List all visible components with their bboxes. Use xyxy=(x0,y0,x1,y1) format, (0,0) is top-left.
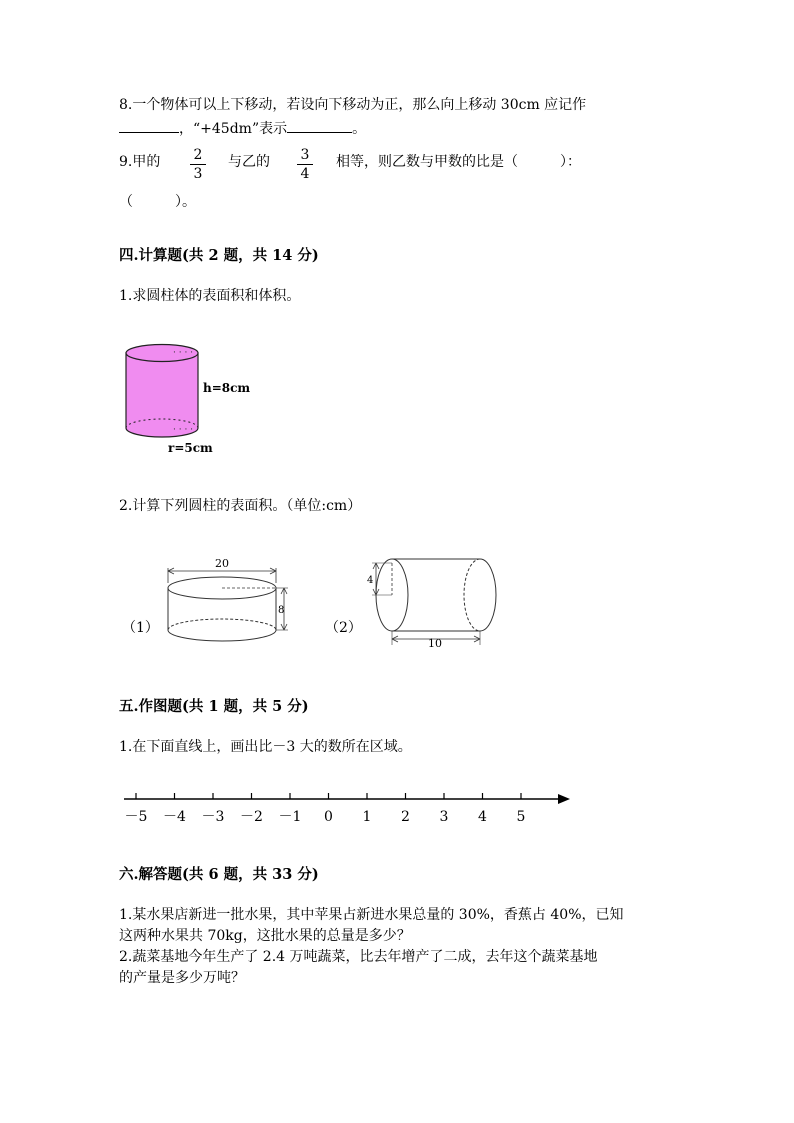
cylinder-height-label: h=8cm xyxy=(203,381,251,395)
section4-title: 四.计算题(共 2 题，共 14 分) xyxy=(119,247,319,264)
dots-top: · · · · xyxy=(173,348,194,358)
diameter-label: 4 xyxy=(367,575,374,586)
section5-title: 五.作图题(共 1 题，共 5 分) xyxy=(119,698,309,715)
number-line-tick-label: 4 xyxy=(478,809,487,825)
section4-q2: 2.计算下列圆柱的表面积。（单位:cm） xyxy=(119,498,362,514)
q9-mid: 与乙的 xyxy=(228,154,270,170)
fraction-bar xyxy=(297,164,313,165)
number-line-tick-label: －5 xyxy=(124,809,148,825)
fraction-denominator: 3 xyxy=(193,166,203,182)
answer-blank[interactable] xyxy=(287,118,352,133)
fraction-denominator: 4 xyxy=(300,166,310,182)
q9-fraction-2 xyxy=(297,147,313,182)
width-label: 20 xyxy=(215,557,229,570)
length-label: 10 xyxy=(428,637,442,650)
cylinder-figure xyxy=(118,340,258,460)
dots-bottom: · · · · xyxy=(173,425,194,435)
number-line[interactable] xyxy=(118,785,578,830)
fraction-numerator: 2 xyxy=(193,147,203,163)
fig2-tag: （2） xyxy=(325,620,362,636)
cylinder-figure-2 xyxy=(362,555,507,650)
q8-line2 xyxy=(119,118,366,139)
q9-fraction-1 xyxy=(190,147,206,182)
number-line-tick-label: －4 xyxy=(163,809,186,825)
q8-period: 。 xyxy=(352,121,367,137)
number-line-tick-label: 2 xyxy=(401,809,410,825)
section5-q1: 1.在下面直线上，画出比－3 大的数所在区域。 xyxy=(119,739,412,755)
section6-q2-line1: 2.蔬菜基地今年生产了 2.4 万吨蔬菜，比去年增产了二成，去年这个蔬菜基地 xyxy=(119,949,598,965)
section6-title: 六.解答题(共 6 题，共 33 分) xyxy=(119,866,319,883)
arrow-right-icon xyxy=(558,794,570,804)
number-line-tick-label: 0 xyxy=(324,809,333,825)
q9-suffix: 相等，则乙数与甲数的比是（ ）： xyxy=(336,154,581,170)
section4-q1: 1.求圆柱体的表面积和体积。 xyxy=(119,288,301,304)
q8-line1: 8.一个物体可以上下移动，若设向下移动为正，那么向上移动 30cm 应记作 xyxy=(119,97,587,113)
height-label: 8 xyxy=(278,605,285,616)
answer-blank[interactable] xyxy=(119,118,179,133)
cylinder-figure-1 xyxy=(160,553,300,648)
section6-q2-line2: 的产量是多少万吨？ xyxy=(119,970,245,986)
number-line-tick-label: －2 xyxy=(240,809,263,825)
fraction-bar xyxy=(190,164,206,165)
number-line-tick-label: 1 xyxy=(362,809,372,825)
cylinder-radius-label: r=5cm xyxy=(168,441,213,455)
number-line-tick-label: 5 xyxy=(516,809,526,825)
fraction-numerator: 3 xyxy=(300,147,310,163)
fig1-tag: （1） xyxy=(122,620,159,636)
section6-q1-line2: 这两种水果共 70kg，这批水果的总量是多少？ xyxy=(119,928,411,944)
number-line-tick-label: －1 xyxy=(278,809,302,825)
q8-line2-text: “+45dm”表示 xyxy=(193,121,288,137)
q8-separator: ， xyxy=(179,121,193,137)
number-line-tick-label: 3 xyxy=(439,809,449,825)
section6-q1-line1: 1.某水果店新进一批水果，其中苹果占新进水果总量的 30%，香蕉占 40%，已知 xyxy=(119,907,624,923)
q9-line2: （ ）。 xyxy=(119,194,196,210)
number-line-tick-label: －3 xyxy=(201,809,225,825)
q9-prefix: 9.甲的 xyxy=(119,154,161,170)
